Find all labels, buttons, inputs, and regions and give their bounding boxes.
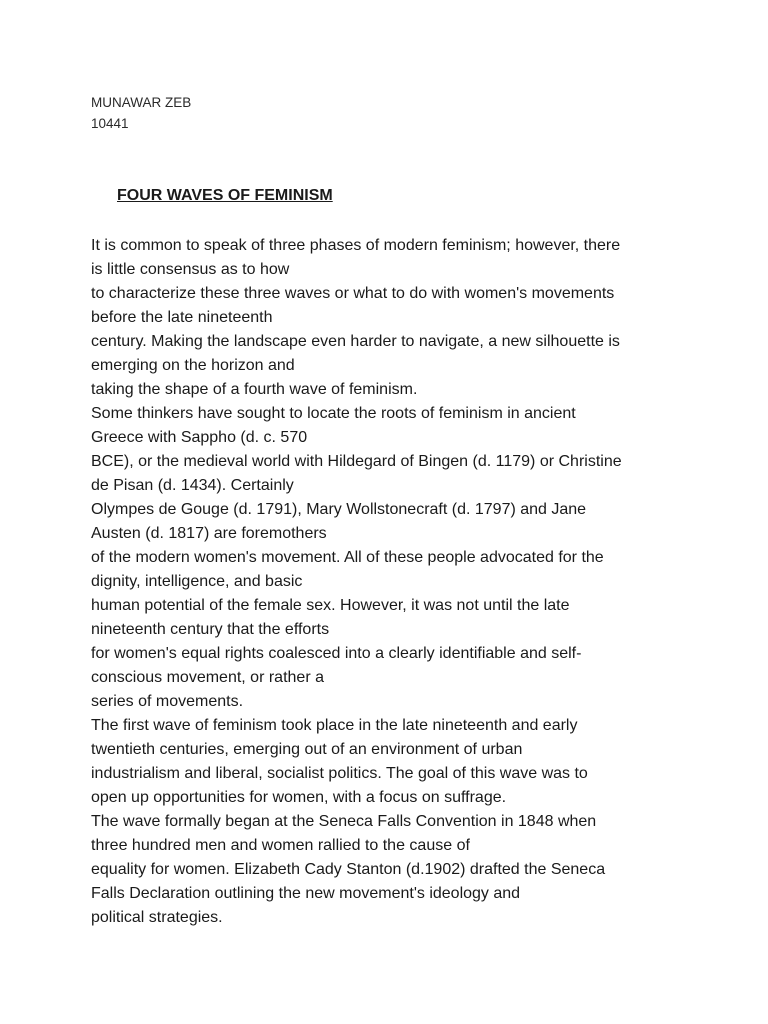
author-id: 10441 bbox=[91, 116, 129, 131]
text-line: human potential of the female sex. However, it was not until the late bbox=[91, 597, 570, 614]
text-line: Austen (d. 1817) are foremothers bbox=[91, 525, 327, 542]
text-line: taking the shape of a fourth wave of feminism. bbox=[91, 381, 418, 398]
document-title: FOUR WAVES OF FEMINISM bbox=[117, 187, 333, 204]
author-name: MUNAWAR ZEB bbox=[91, 95, 192, 110]
text-line: de Pisan (d. 1434). Certainly bbox=[91, 477, 294, 494]
text-line: dignity, intelligence, and basic bbox=[91, 573, 303, 590]
text-line: industrialism and liberal, socialist politics. The goal of this wave was to bbox=[91, 765, 588, 782]
text-line: open up opportunities for women, with a focus on suffrage. bbox=[91, 789, 507, 806]
author-block bbox=[91, 92, 191, 134]
text-line: is little consensus as to how bbox=[91, 261, 290, 278]
text-line: to characterize these three waves or what to do with women's movements bbox=[91, 285, 615, 302]
text-line: political strategies. bbox=[91, 909, 223, 926]
text-line: conscious movement, or rather a bbox=[91, 669, 324, 686]
body-text bbox=[91, 234, 691, 930]
text-line: It is common to speak of three phases of modern feminism; however, there bbox=[91, 237, 621, 254]
text-line: before the late nineteenth bbox=[91, 309, 273, 326]
text-line: of the modern women's movement. All of these people advocated for the bbox=[91, 549, 604, 566]
text-line: emerging on the horizon and bbox=[91, 357, 295, 374]
text-line: nineteenth century that the efforts bbox=[91, 621, 330, 638]
text-line: twentieth centuries, emerging out of an environment of urban bbox=[91, 741, 523, 758]
text-line: for women's equal rights coalesced into a clearly identifiable and self- bbox=[91, 645, 582, 662]
text-line: three hundred men and women rallied to the cause of bbox=[91, 837, 470, 854]
text-line: Olympes de Gouge (d. 1791), Mary Wollstonecraft (d. 1797) and Jane bbox=[91, 501, 587, 518]
text-line: series of movements. bbox=[91, 693, 244, 710]
text-line: The first wave of feminism took place in the late nineteenth and early bbox=[91, 717, 578, 734]
text-line: Some thinkers have sought to locate the roots of feminism in ancient bbox=[91, 405, 576, 422]
text-line: century. Making the landscape even harder to navigate, a new silhouette is bbox=[91, 333, 620, 350]
text-line: equality for women. Elizabeth Cady Stanton (d.1902) drafted the Seneca bbox=[91, 861, 606, 878]
text-line: The wave formally began at the Seneca Falls Convention in 1848 when bbox=[91, 813, 597, 830]
text-line: BCE), or the medieval world with Hildegard of Bingen (d. 1179) or Christine bbox=[91, 453, 622, 470]
text-line: Falls Declaration outlining the new movement's ideology and bbox=[91, 885, 521, 902]
text-line: Greece with Sappho (d. c. 570 bbox=[91, 429, 308, 446]
